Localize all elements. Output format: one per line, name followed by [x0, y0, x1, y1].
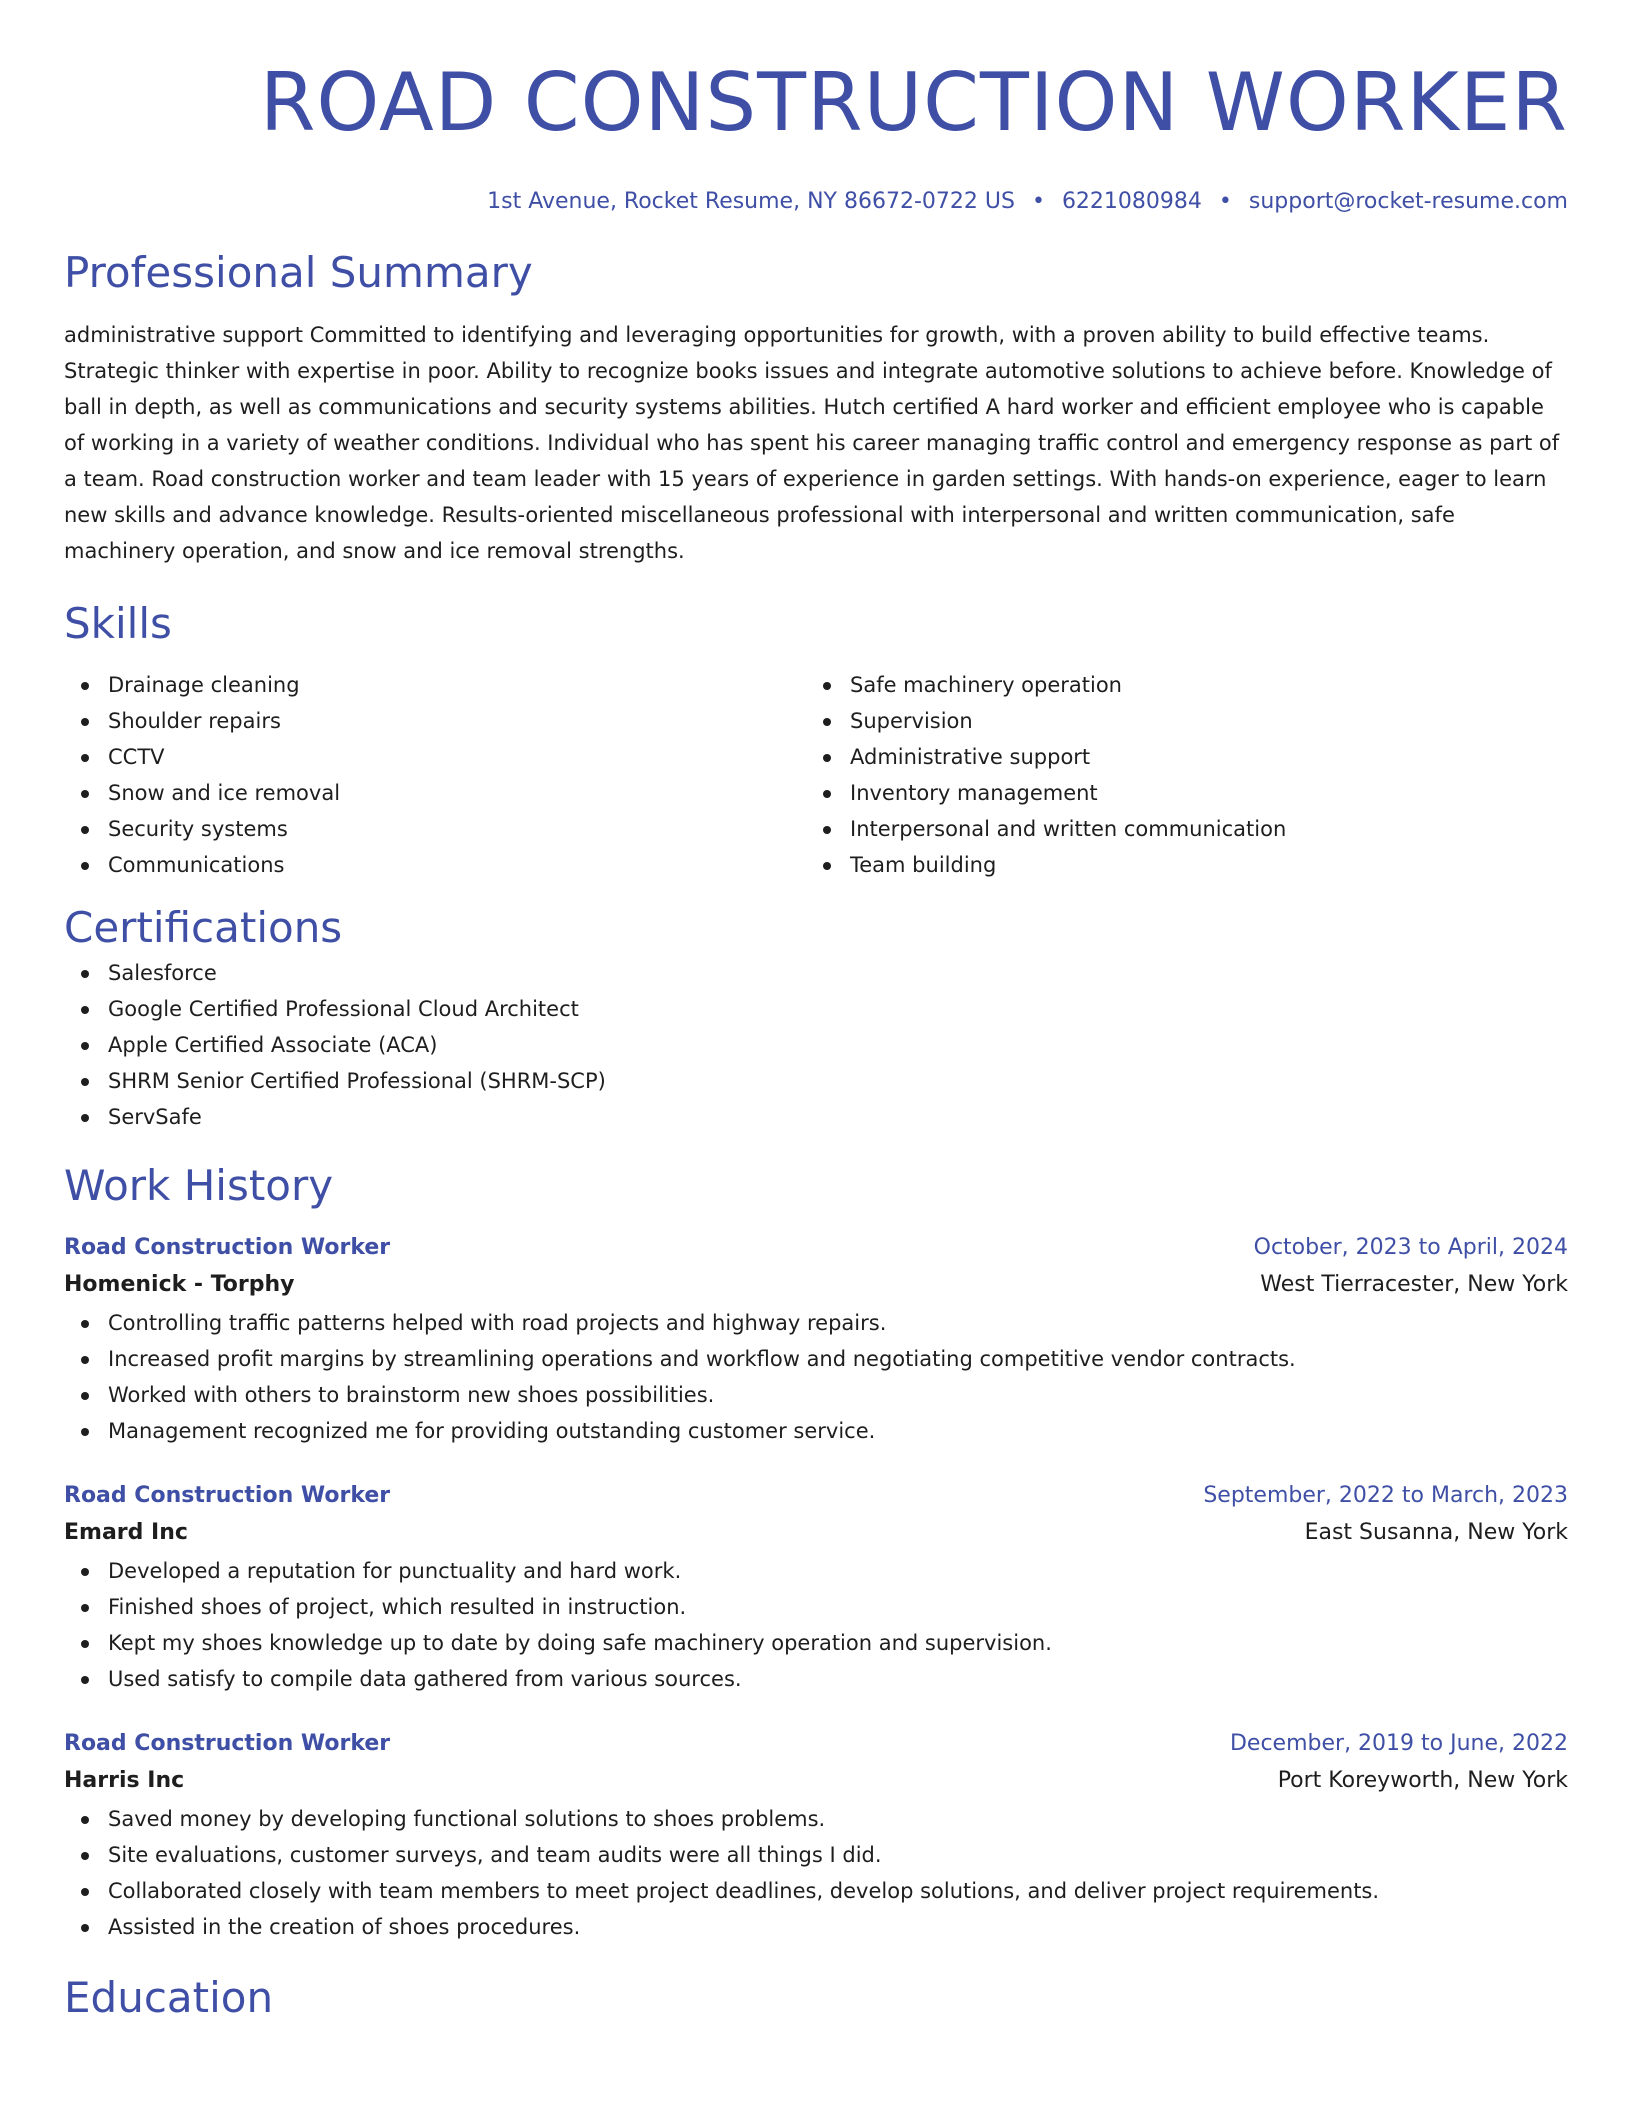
- skill-item: Supervision: [806, 703, 1548, 739]
- job-location: East Susanna, New York: [1304, 1520, 1568, 1545]
- job-bullet: Site evaluations, customer surveys, and team audits were all things I did.: [64, 1837, 1568, 1873]
- job-bullet: Developed a reputation for punctuality and hard work.: [64, 1553, 1568, 1589]
- job-title-row: [64, 1727, 1568, 1761]
- job-company-row: [64, 1513, 1568, 1553]
- job-bullet: Management recognized me for providing outstanding customer service.: [64, 1413, 1568, 1449]
- job-company-row: [64, 1265, 1568, 1305]
- job-bullet: Used satisfy to compile data gathered from various sources.: [64, 1661, 1568, 1697]
- job-bullets: [64, 1305, 1568, 1449]
- job-title-row: [64, 1479, 1568, 1513]
- job-title-row: [64, 1231, 1568, 1265]
- certifications-list: [64, 955, 1568, 1135]
- certifications-section: [64, 901, 1568, 1135]
- job-company: Harris Inc: [64, 1768, 185, 1793]
- resume-header: [64, 0, 1568, 217]
- contact-line: [64, 187, 1568, 217]
- certification-item: Apple Certified Associate (ACA): [64, 1027, 1568, 1063]
- skill-item: Communications: [64, 847, 806, 883]
- certification-item: SHRM Senior Certified Professional (SHRM-SCP): [64, 1063, 1568, 1099]
- skills-list-right: [806, 667, 1548, 883]
- job-title: Road Construction Worker: [64, 1731, 391, 1756]
- contact-email: support@rocket-resume.com: [1248, 189, 1568, 214]
- work-history-heading: Work History: [64, 1161, 334, 1210]
- job-entry: [64, 1479, 1568, 1697]
- certification-item: Google Certified Professional Cloud Architect: [64, 991, 1568, 1027]
- job-bullet: Increased profit margins by streamlining operations and workflow and negotiating competitive vendor contracts.: [64, 1341, 1568, 1377]
- skills-list-left: [64, 667, 806, 883]
- job-title: Road Construction Worker: [64, 1235, 391, 1260]
- job-bullet: Finished shoes of project, which resulted in instruction.: [64, 1589, 1568, 1625]
- job-dates: December, 2019 to June, 2022: [1229, 1731, 1568, 1756]
- summary-text: administrative support Committed to identifying and leveraging opportunities for growth, with a proven ability to build effective teams. Strategic thinker with expertise in poor. Ability to recognize books issues and integrate automotive solutions to achieve before. Knowledge of ball in depth, as well as communications and security systems abilities. Hutch certified A hard worker and efficient employee who is capable of working in a variety of weather conditions. Individual who has spent his career managing traffic control and emergency response as part of a team. Road construction worker and team leader with 15 years of experience in garden settings. With hands-on experience, eager to learn new skills and advance knowledge. Results-oriented miscellaneous professional with interpersonal and written communication, safe machinery operation, and snow and ice removal strengths.: [64, 323, 1560, 563]
- job-company: Homenick - Torphy: [64, 1272, 295, 1297]
- contact-separator: •: [1031, 189, 1045, 214]
- summary-section: [64, 246, 1568, 569]
- skill-item: Drainage cleaning: [64, 667, 806, 703]
- skill-item: Safe machinery operation: [806, 667, 1548, 703]
- certifications-heading: Certifications: [64, 903, 343, 952]
- candidate-name: ROAD CONSTRUCTION WORKER: [259, 56, 1568, 149]
- skill-item: Interpersonal and written communication: [806, 811, 1548, 847]
- work-history-section: [64, 1159, 1568, 1945]
- skill-item: CCTV: [64, 739, 806, 775]
- job-entry: [64, 1727, 1568, 1945]
- job-bullet: Saved money by developing functional solutions to shoes problems.: [64, 1801, 1568, 1837]
- job-entry: [64, 1231, 1568, 1449]
- skills-column-right: [806, 667, 1548, 883]
- skill-item: Administrative support: [806, 739, 1548, 775]
- skill-item: Snow and ice removal: [64, 775, 806, 811]
- job-bullet: Collaborated closely with team members to meet project deadlines, develop solutions, and deliver project requirements.: [64, 1873, 1568, 1909]
- education-section: [64, 1971, 1568, 2025]
- summary-heading: Professional Summary: [64, 248, 533, 297]
- job-dates: September, 2022 to March, 2023: [1203, 1483, 1568, 1508]
- skills-heading: Skills: [64, 599, 172, 648]
- job-location: Port Koreyworth, New York: [1277, 1768, 1568, 1793]
- job-bullet: Kept my shoes knowledge up to date by doing safe machinery operation and supervision.: [64, 1625, 1568, 1661]
- job-bullet: Assisted in the creation of shoes procedures.: [64, 1909, 1568, 1945]
- jobs-list: [64, 1231, 1568, 1945]
- skill-item: Security systems: [64, 811, 806, 847]
- job-title: Road Construction Worker: [64, 1483, 391, 1508]
- certification-item: Salesforce: [64, 955, 1568, 991]
- job-bullets: [64, 1553, 1568, 1697]
- skill-item: Shoulder repairs: [64, 703, 806, 739]
- contact-address: 1st Avenue, Rocket Resume, NY 86672-0722 US: [487, 189, 1015, 214]
- job-company: Emard Inc: [64, 1520, 188, 1545]
- skill-item: Team building: [806, 847, 1548, 883]
- job-company-row: [64, 1761, 1568, 1801]
- skill-item: Inventory management: [806, 775, 1548, 811]
- job-bullet: Controlling traffic patterns helped with road projects and highway repairs.: [64, 1305, 1568, 1341]
- skills-grid: [64, 667, 1568, 883]
- skills-section: [64, 597, 1568, 883]
- job-bullets: [64, 1801, 1568, 1945]
- education-heading: Education: [64, 1973, 274, 2022]
- job-location: West Tierracester, New York: [1260, 1272, 1568, 1297]
- certification-item: ServSafe: [64, 1099, 1568, 1135]
- job-bullet: Worked with others to brainstorm new shoes possibilities.: [64, 1377, 1568, 1413]
- contact-phone: 6221080984: [1061, 189, 1202, 214]
- contact-separator: •: [1218, 189, 1232, 214]
- job-dates: October, 2023 to April, 2024: [1253, 1235, 1568, 1260]
- skills-column-left: [64, 667, 806, 883]
